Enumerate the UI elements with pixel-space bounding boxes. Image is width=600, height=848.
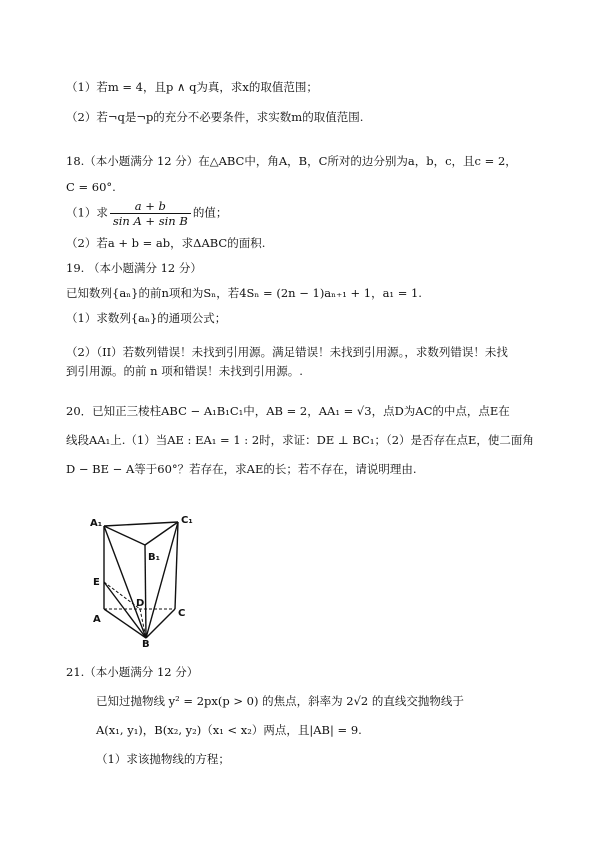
edge-ab [104,609,146,638]
q21-part1: （1）求该抛物线的方程； [96,752,230,766]
edge-a1c1 [104,522,178,526]
edge-bb1 [145,545,146,638]
fraction-numerator: a + b [110,199,191,214]
q20-line1: 20．已知正三棱柱ABC − A₁B₁C₁中，AB = 2，AA₁ = √3，点D为AC的中点，点E在 [66,404,510,418]
q19-part1: （1）求数列{aₙ}的通项公式； [66,311,227,325]
label-d: D [136,598,145,609]
q18-line1: 18.（本小题满分 12 分）在△ABC中，角A，B，C所对的边分别为a，b，c，且c = 2， [66,154,517,168]
q21-header: 21.（本小题满分 12 分） [66,665,199,679]
q21-line1: 已知过抛物线 y² = 2px(p > 0) 的焦点，斜率为 2√2 的直线交抛物线于 [96,694,464,708]
q20-line2: 线段AA₁上.（1）当AE : EA₁ = 1 : 2时，求证：DE ⊥ BC₁；（2）是否存在点E，使二面角 [66,433,534,447]
label-b: B [142,639,150,647]
label-e: E [93,577,100,588]
q18-part1-suffix: 的值； [192,205,228,220]
q17-part2: （2）若¬q是¬p的充分不必要条件，求实数m的取值范围. [66,110,364,124]
edge-bc1 [146,522,178,638]
label-a1: A₁ [90,518,103,529]
label-a: A [93,614,101,625]
label-c: C [178,608,186,619]
label-b1: B₁ [148,552,161,563]
label-c1: C₁ [181,515,193,526]
q19-header: 19. （本小题满分 12 分） [66,261,202,275]
q18-part1-prefix: （1）求 [66,205,108,220]
fraction-denominator: sin A + sin B [112,214,188,228]
edge-cc1 [175,522,178,609]
q19-line1: 已知数列{aₙ}的前n项和为Sₙ，若4Sₙ = (2n − 1)aₙ₊₁ + 1，a₁ = 1. [66,286,422,300]
q19-part2-line2: 到引用源。的前 n 项和错误！未找到引用源。. [66,364,303,378]
q18-line2: C = 60°. [66,180,116,194]
q20-line3: D − BE − A等于60°？若存在，求AE的长；若不存在，请说明理由. [66,462,417,476]
q21-line2: A(x₁, y₁)，B(x₂, y₂)（x₁ < x₂）两点，且|AB| = 9. [96,723,362,737]
q19-part2-line1: （2）（II）若数列错误！未找到引用源。满足错误！未找到引用源。，求数列错误！未找 [66,345,508,359]
q18-part2: （2）若a + b = ab，求ΔABC的面积. [66,236,266,250]
q18-part1 [66,199,227,228]
prism-figure [90,512,200,647]
fraction [110,199,191,228]
q17-part1: （1）若m = 4，且p ∧ q为真，求x的取值范围； [66,80,318,94]
